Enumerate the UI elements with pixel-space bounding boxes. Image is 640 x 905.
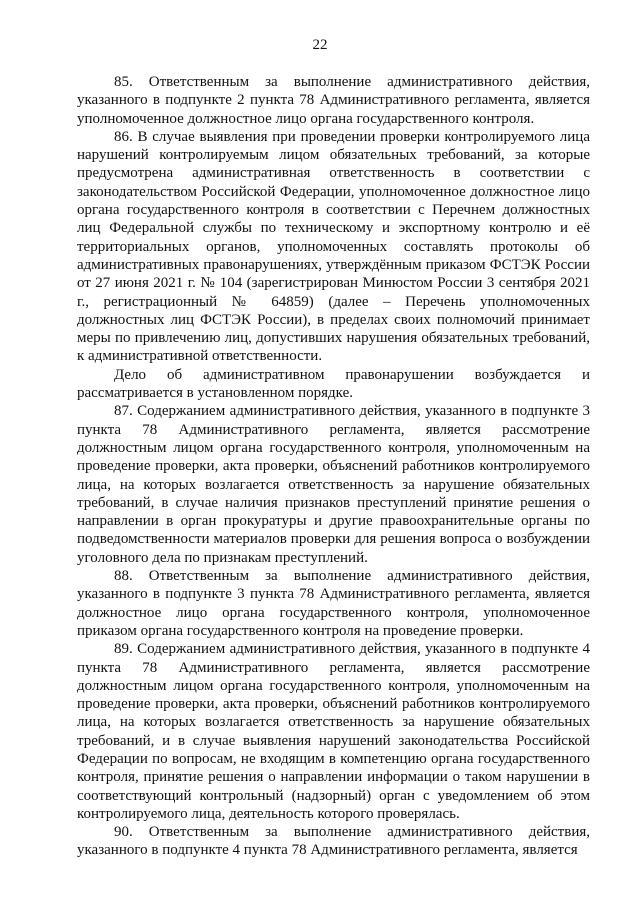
paragraph-86-case: Дело об административном правонарушении возбуждается и рассматривается в установленном порядке. (77, 366, 590, 402)
paragraph-88: 88. Ответственным за выполнение административного действия, указанного в подпункте 3 пункта 78 Административного регламента, является должностное лицо органа государственного контроля, уполномоченное приказом органа государственного контроля на проведение проверки. (77, 568, 590, 639)
paragraph-89: 89. Содержанием административного действия, указанного в подпункте 4 пункта 78 Административного регламента, является рассмотрение должностным лицом органа государственного контроля, уполномоченным на проведение проверки, акта проверки, объяснений работников контролируемого лица, на которых возлагается ответственность за нарушение обязательных требований, и в случае выявления нарушений законодательства Российской Федерации по вопросам, не входящим в компетенцию органа государственного контроля, принятие решения о направлении информации о таком нарушении в соответствующий контрольный (надзорный) орган с уведомлением об этом контролируемого лица, деятельность которого проверялась. (77, 641, 590, 822)
paragraph-87: 87. Содержанием административного действия, указанного в подпункте 3 пункта 78 Административного регламента, является рассмотрение должностным лицом органа государственного контроля, уполномоченным на проведение проверки, акта проверки, объяснений работников контролируемого лица, на которых возлагается ответственность за нарушение обязательных требований, в случае наличия признаков преступлений принятие решения о направлении в орган прокуратуры и другие правоохранительные органы по подведомственности материалов проверки для решения вопроса о возбуждении уголовного дела по признакам преступлений. (77, 403, 590, 566)
paragraph-85: 85. Ответственным за выполнение административного действия, указанного в подпункте 2 пункта 78 Административного регламента, является уполномоченное должностное лицо органа государственного контроля. (77, 74, 590, 127)
document-body (77, 73, 590, 860)
paragraph-90: 90. Ответственным за выполнение административного действия, указанного в подпункте 4 пункта 78 Административного регламента, является (77, 824, 590, 859)
paragraph-86: 86. В случае выявления при проведении проверки контролируемого лица нарушений контролируемым лицом обязательных требований, за которые предусмотрена административная ответственность в соответствии с законодательством Российской Федерации, уполномоченное должностное лицо органа государственного контроля в соответствии с Перечнем должностных лиц Федеральной службы по техническому и экспортному контролю и её территориальных органов, уполномоченных составлять протоколы об административных правонарушениях, утверждённым приказом ФСТЭК России от 27 июня 2021 г. № 104 (зарегистрирован Минюстом России 3 сентября 2021 г., регистрационный № 64859) (далее – Перечень уполномоченных должностных лиц ФСТЭК России), в пределах своих полномочий принимает меры по привлечению лиц, допустивших нарушения обязательных требований, к административной ответственности. (77, 128, 590, 365)
page-number: 22 (312, 37, 328, 53)
